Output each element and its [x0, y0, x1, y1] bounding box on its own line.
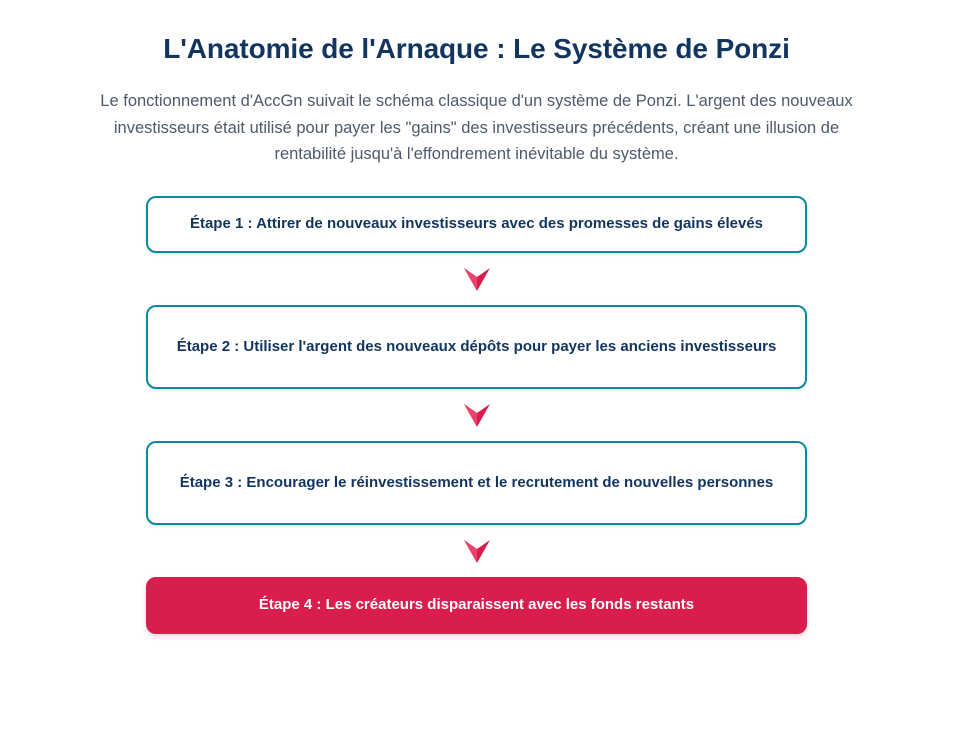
- flow-arrow-1: [146, 253, 807, 305]
- ponzi-flow-diagram: [146, 168, 807, 634]
- flow-step-4: [146, 577, 807, 634]
- flow-step-3-label: Étape 3 : Encourager le réinvestissement et le recrutement de nouvelles personnes: [179, 473, 774, 491]
- page-title: L'Anatomie de l'Arnaque : Le Système de Ponzi: [163, 33, 790, 64]
- section-intro-paragraph: Le fonctionnement d'AccGn suivait le schéma classique d'un système de Ponzi. L'argent des nouveaux investisseurs était utilisé pour payer les "gains" des investisseurs précédents, créant une illusion de rentabilité jusqu'à l'effondrement inévitable du système.: [100, 92, 853, 163]
- chevron-down-arrow-icon: [462, 537, 492, 565]
- chevron-down-arrow-icon: [462, 401, 492, 429]
- flow-arrow-3: [146, 525, 807, 577]
- flow-step-2: [146, 305, 807, 389]
- flow-step-4-label: Étape 4 : Les créateurs disparaissent avec les fonds restants: [258, 596, 695, 613]
- flow-step-2-label: Étape 2 : Utiliser l'argent des nouveaux dépôts pour payer les anciens investisseurs: [176, 337, 777, 355]
- flow-step-1-label: Étape 1 : Attirer de nouveaux investisseurs avec des promesses de gains élevés: [189, 215, 764, 232]
- chevron-down-arrow-icon: [462, 265, 492, 293]
- flow-step-3: [146, 441, 807, 525]
- flow-arrow-2: [146, 389, 807, 441]
- flow-step-1: [146, 196, 807, 253]
